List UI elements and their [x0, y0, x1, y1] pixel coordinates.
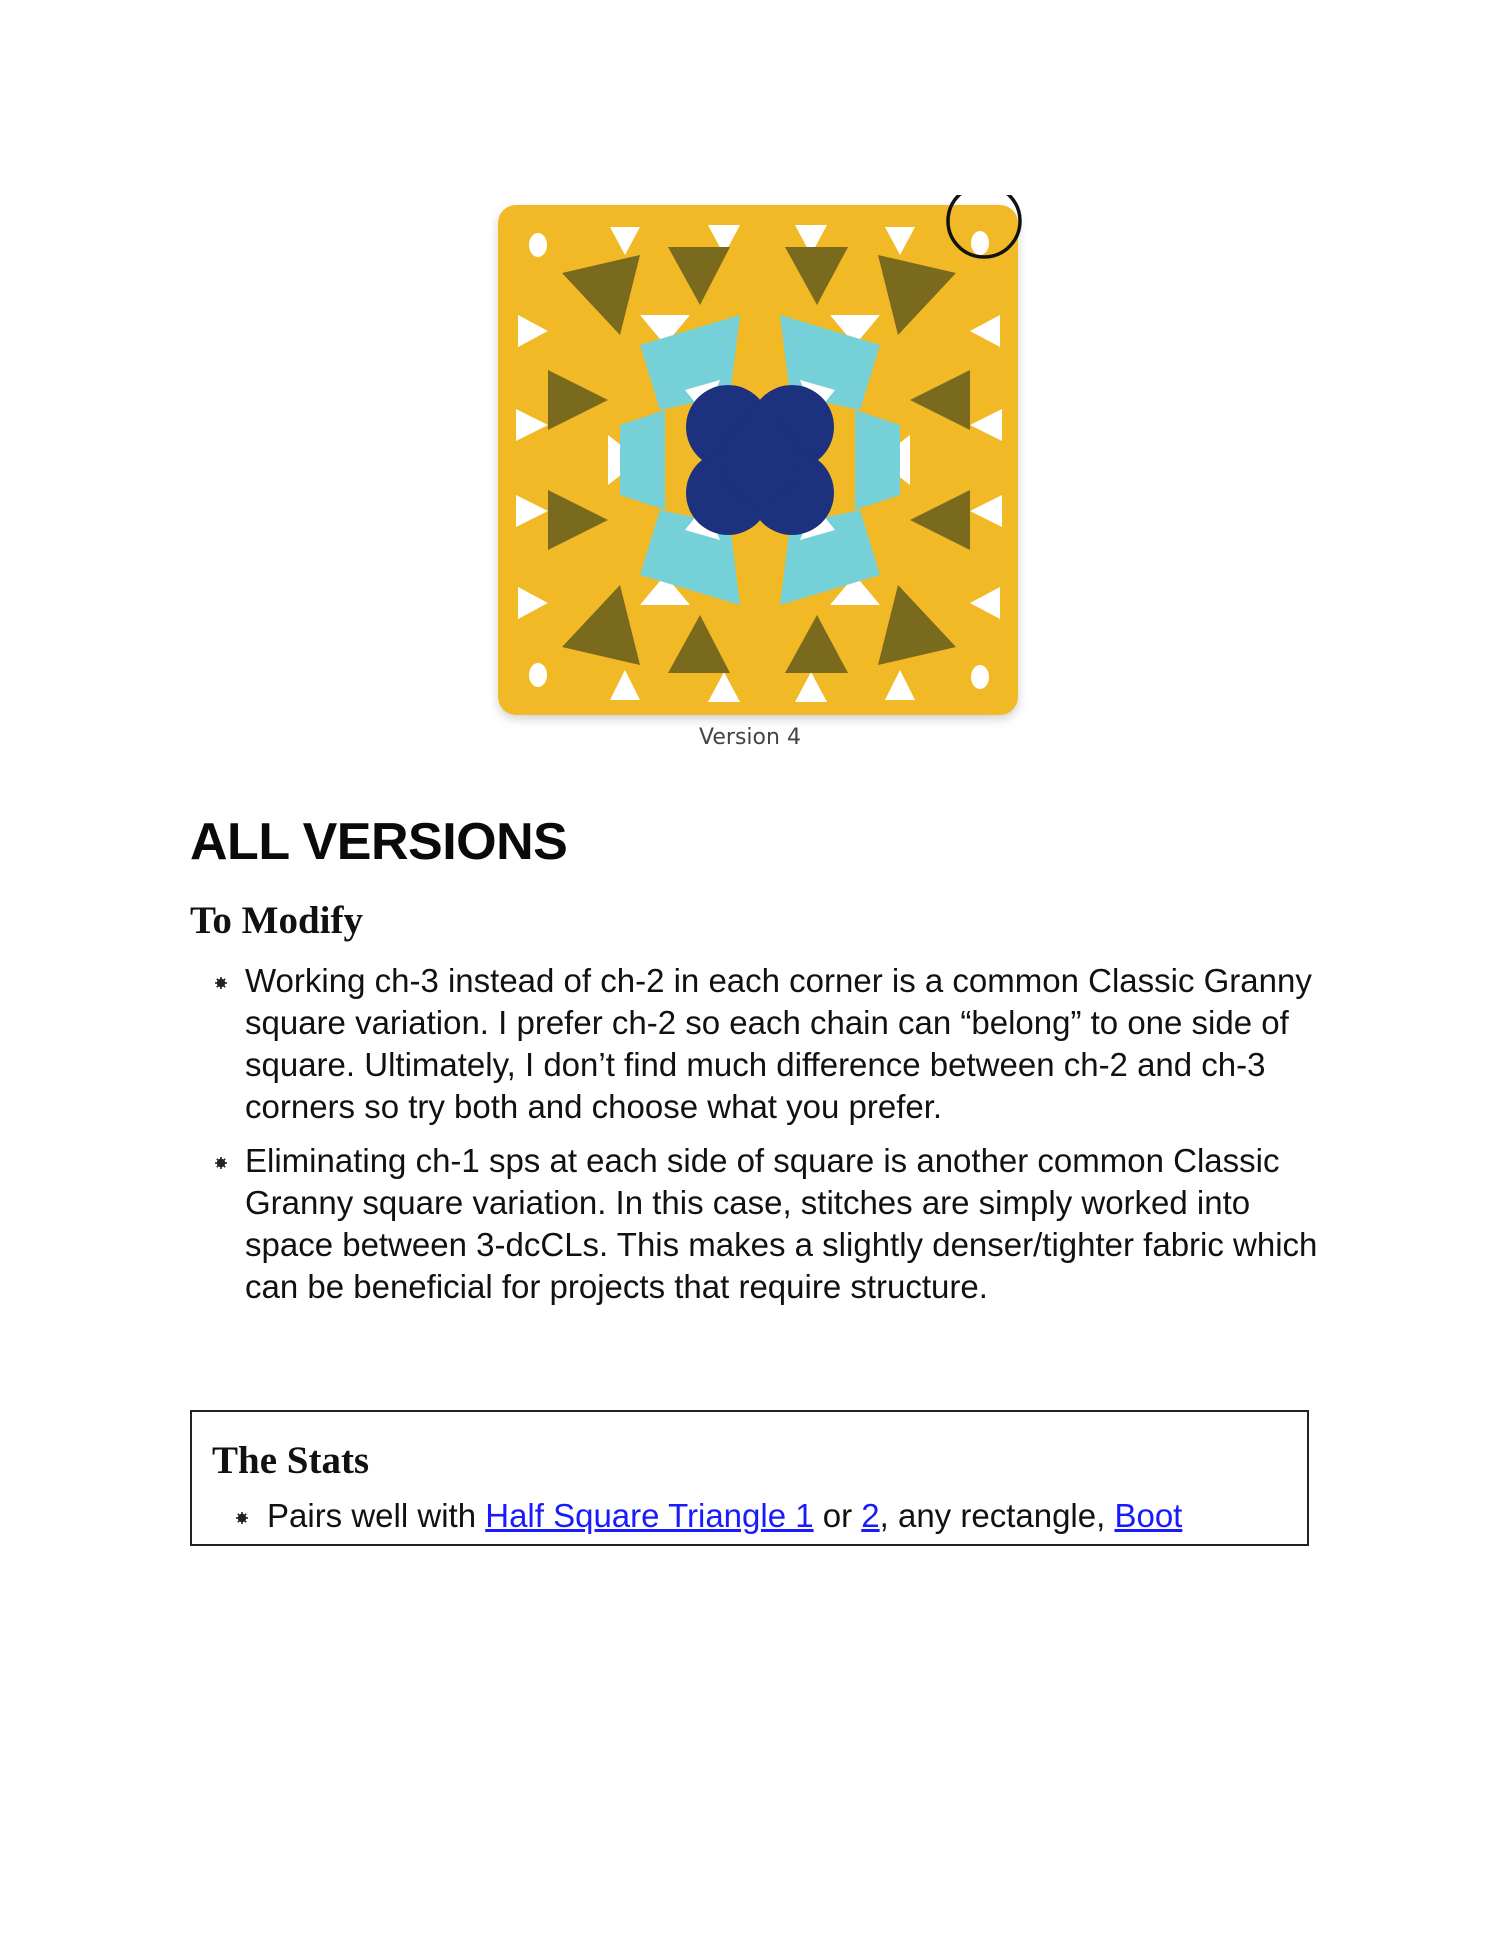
list-item-text: Eliminating ch-1 sps at each side of square is another common Classic Granny square variation. In this case, stitches are simply worked into space between 3-dcCLs. This makes a slightly denser/tighter fabric which can be beneficial for projects that require structure.: [245, 1142, 1318, 1305]
granny-square-image: [490, 195, 1030, 735]
stats-title: The Stats: [212, 1439, 370, 1482]
subsection-heading: To Modify: [190, 899, 364, 942]
stats-separator-or: or: [813, 1497, 862, 1534]
bullet-icon: [215, 977, 227, 989]
half-square-triangle-1-link[interactable]: Half Square Triangle 1: [485, 1497, 814, 1534]
section-heading: ALL VERSIONS: [190, 813, 568, 871]
half-square-triangle-2-link[interactable]: 2: [861, 1497, 880, 1534]
navy-center: [686, 385, 834, 535]
bullet-icon: [236, 1512, 248, 1524]
modify-list: [190, 960, 1320, 1320]
granny-square-figure: [490, 195, 1030, 735]
stats-box: [190, 1410, 1309, 1546]
stats-separator-rectangle: , any rectangle,: [879, 1497, 1115, 1534]
list-item: [190, 960, 1320, 1128]
list-item-text: Working ch-3 instead of ch-2 in each corner is a common Classic Granny square variation. I prefer ch-2 so each chain can “belong” to one side of square. Ultimately, I don’t find much difference between ch-2 and ch-3 corners so try both and choose what you prefer.: [245, 962, 1312, 1125]
boot-link[interactable]: Boot: [1114, 1497, 1183, 1534]
stats-pairs-line: [212, 1495, 1182, 1537]
bullet-icon: [215, 1157, 227, 1169]
stats-prefix-text: Pairs well with: [267, 1497, 486, 1534]
list-item: [190, 1140, 1320, 1308]
figure-caption: Version 4: [699, 725, 801, 750]
